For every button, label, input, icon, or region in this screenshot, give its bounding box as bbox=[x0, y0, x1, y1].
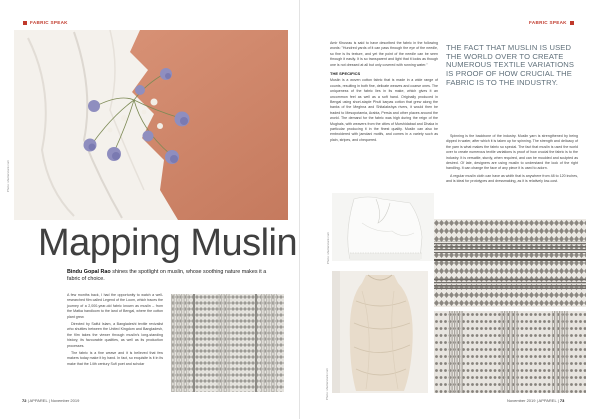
photo-credit: Photo: shutterstock.com bbox=[6, 160, 10, 193]
striped-textile-photo-art bbox=[434, 311, 586, 393]
woven-fabric-photo bbox=[171, 294, 284, 392]
page-number: 72 bbox=[22, 398, 27, 403]
magazine-name: APPAREL bbox=[538, 398, 557, 403]
byline: Bindu Gopal Rao bbox=[67, 269, 111, 275]
issue-date: November 2019 bbox=[507, 398, 536, 403]
paragraph: Muslin is a woven cotton fabric that is made in a wide range of counts, resulting in both fine, delicate weaves and coarse ones. The uniqueness of the fabric lies in its make, which gives it an uncommon feel as well as a soft hand. Originally produced in Bengal using short-staple Phuti karpas cotton that grew along the banks of the Meghna and Shitalakshya rivers, it would then be traded to Mesopotamia, Arabia, Persia and other places around the world. The demand for the fabric was high during the reign of the Mughals, with weavers from the cities of Murshidabad and Dhaka in particular producing it in the finest quality. Muslin can also be embroidered with jamdani motifs, and comes in a variety such as plain, stripes, and chequered. bbox=[330, 78, 439, 142]
magazine-name: APPAREL bbox=[29, 398, 48, 403]
issue-date: November 2019 bbox=[50, 398, 80, 403]
standfirst-text: shines the spotlight on muslin, whose soothing nature makes it a fabric of choice. bbox=[67, 269, 267, 283]
photo-credit: Photo: shutterstock.com bbox=[325, 368, 329, 401]
body-column-3 bbox=[446, 134, 578, 187]
body-column-2 bbox=[330, 41, 438, 145]
folio-separator: | bbox=[27, 398, 29, 403]
flowers-photo bbox=[14, 30, 288, 220]
subhead: THE SPECIFICS bbox=[330, 70, 361, 76]
section-label: FABRIC SPEAK bbox=[30, 20, 68, 25]
section-square-icon bbox=[23, 21, 27, 25]
paragraph: Spinning is the backbone of the industry. Muslin yarn is strengthened by being dipped in water, after which it is taken up for spinning. The strength and delicacy of the yarn is what makes the fabric so special. The fact that muslin is used the world over to create numerous textile variations is proof of how crucial the fabric is to the industry. It is versatile, sturdy, when required, and can be moulded and sculpted as desired. Of late, designers are using muslin to understand the look of the right handling. It can change the face of any piece it is used to adorn. bbox=[446, 134, 578, 171]
folio-right bbox=[507, 398, 564, 403]
standfirst bbox=[67, 269, 272, 284]
draped-tunic-photo bbox=[332, 271, 428, 393]
section-label: FABRIC SPEAK bbox=[529, 20, 567, 25]
folio-separator: | bbox=[536, 398, 538, 403]
paragraph: The fabric is a fine weave and it is believed that few makers today make it by hand. In fact, so exquisite is it in its make that the 14th century Sufi poet and scholar bbox=[67, 350, 163, 366]
muslin-garment-photo bbox=[332, 193, 434, 261]
paragraph: A regular muslin cloth can have as width that is anywhere from 48 to 120 inches, and is ideal for prototypes and dressmaking, as it is relatively low-cost. bbox=[446, 173, 578, 184]
paragraph: Amir Khusrau is said to have described the fabric in the following words: "Hundred yards of it can pass through the eye of the needle, so fine is its texture, and yet the point of the needle can be seen through it easily. It is so transparent and light that it looks as though one is not dressed at all but only covered with running water." bbox=[330, 41, 438, 67]
pull-quote: THE FACT THAT MUSLIN IS USED THE WORLD OVER TO CREATE NUMEROUS TEXTILE VARIATIONS IS PROOF OF HOW CRUCIAL THE FABRIC IS TO THE INDUSTRY. bbox=[446, 43, 575, 87]
section-tag-right bbox=[529, 20, 577, 25]
folio-separator: | bbox=[48, 398, 50, 403]
flowers-photo-art bbox=[14, 30, 288, 220]
paragraph: Directed by Saiful Islam, a Bangladeshi textile revivalist who shuttles between the United Kingdom and Bangladesh, the film takes the viewer through muslin's long-standing history, its favourable qualities, as well as its production processes. bbox=[67, 321, 163, 348]
folio-left bbox=[22, 398, 79, 403]
body-column-1 bbox=[67, 293, 163, 369]
muslin-garment-photo-art bbox=[332, 193, 434, 261]
patterned-textile-photo bbox=[434, 219, 586, 307]
woven-fabric-photo-art bbox=[171, 294, 284, 392]
patterned-textile-photo-art bbox=[434, 219, 586, 307]
draped-tunic-photo-art bbox=[332, 271, 428, 393]
folio-separator: | bbox=[557, 398, 559, 403]
section-square-icon bbox=[570, 21, 574, 25]
striped-textile-photo bbox=[434, 311, 586, 393]
section-tag-left bbox=[20, 20, 68, 25]
page-number: 73 bbox=[559, 398, 565, 403]
photo-credit: Photo: shutterstock.com bbox=[326, 232, 330, 265]
article-title: Mapping Muslin bbox=[38, 222, 298, 264]
paragraph: A few months back, I had the opportunity to watch a well-researched film called Legend of the Loom, which traces the journey of a 2,000-year-old fabric known as muslin – from the Matka handloom to the land of Bengal, where the cotton plant grew. bbox=[67, 293, 163, 319]
